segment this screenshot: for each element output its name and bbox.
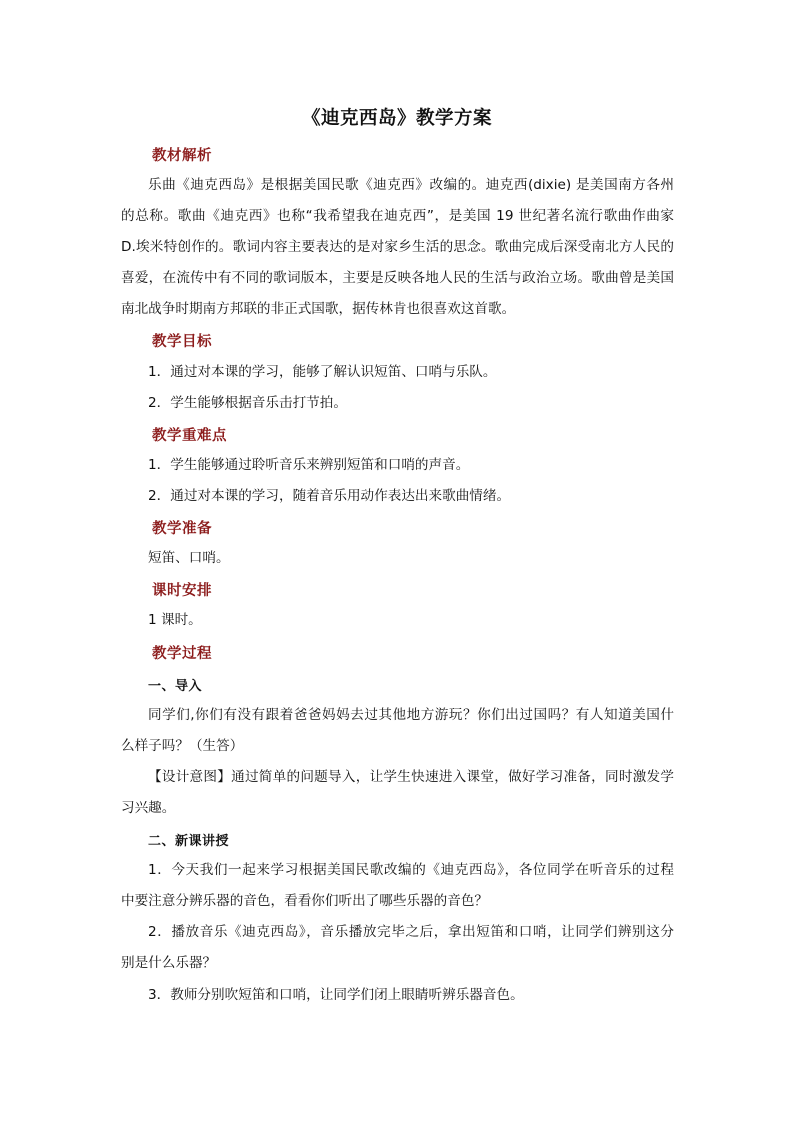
intro-para2-line-1: 【设计意图】通过简单的问题导入，让学生快速进入课堂，做好学习准备，同时激发学 [148,769,674,785]
preparation-text: 短笛、口哨。 [148,550,230,566]
new-lesson-step1-line-2: 中要注意分辨乐器的音色，看看你们听出了哪些乐器的音色？ [121,893,489,909]
subheading-introduction: 一、导入 [148,679,203,694]
new-lesson-step3: 3．教师分别吹短笛和口哨，让同学们闭上眼睛听辨乐器音色。 [148,987,524,1003]
new-lesson-step2-line-2: 别是什么乐器？ [121,955,217,971]
heading-key-difficult-points: 教学重难点 [152,428,227,444]
intro-para2-line-2: 习兴趣。 [121,800,176,816]
goal-item-2: 2．学生能够根据音乐击打节拍。 [148,395,347,411]
key-point-item-1: 1．学生能够通过聆听音乐来辨别短笛和口哨的声音。 [148,457,470,473]
heading-class-schedule: 课时安排 [152,583,212,599]
new-lesson-step1-line-1: 1．今天我们一起来学习根据美国民歌改编的《迪克西岛》，各位同学在听音乐的过程 [148,862,674,878]
intro-para1-line-2: 么样子吗？（生答） [121,738,244,754]
subheading-new-lesson: 二、新课讲授 [148,834,230,849]
analysis-line-2: 的总称。歌曲《迪克西》也称“我希望我在迪克西”，是美国 19 世纪著名流行歌曲作曲家 [121,208,674,224]
analysis-line-5: 南北战争时期南方邦联的非正式国歌，据传林肯也很喜欢这首歌。 [121,301,516,317]
heading-teaching-goals: 教学目标 [152,334,212,350]
analysis-line-3: D.埃米特创作的。歌词内容主要表达的是对家乡生活的思念。歌曲完成后深受南北方人民的 [121,239,674,255]
heading-teaching-preparation: 教学准备 [152,521,212,537]
heading-textbook-analysis: 教材解析 [152,148,212,164]
analysis-line-1: 乐曲《迪克西岛》是根据美国民歌《迪克西》改编的。迪克西(dixie) 是美国南方各州 [148,177,674,193]
heading-teaching-process: 教学过程 [152,646,212,662]
intro-para1-line-1: 同学们,你们有没有跟着爸爸妈妈去过其他地方游玩？你们出过国吗？有人知道美国什 [148,707,674,723]
analysis-line-4: 喜爱，在流传中有不同的歌词版本，主要是反映各地人民的生活与政治立场。歌曲曾是美国 [121,270,674,286]
goal-item-1: 1．通过对本课的学习，能够了解认识短笛、口哨与乐队。 [148,364,497,380]
new-lesson-step2-line-1: 2．播放音乐《迪克西岛》，音乐播放完毕之后，拿出短笛和口哨，让同学们辨别这分 [148,924,674,940]
schedule-text: 1 课时。 [148,612,202,628]
page-title: 《迪克西岛》教学方案 [301,108,492,129]
key-point-item-2: 2．通过对本课的学习，随着音乐用动作表达出来歌曲情绪。 [148,488,511,504]
